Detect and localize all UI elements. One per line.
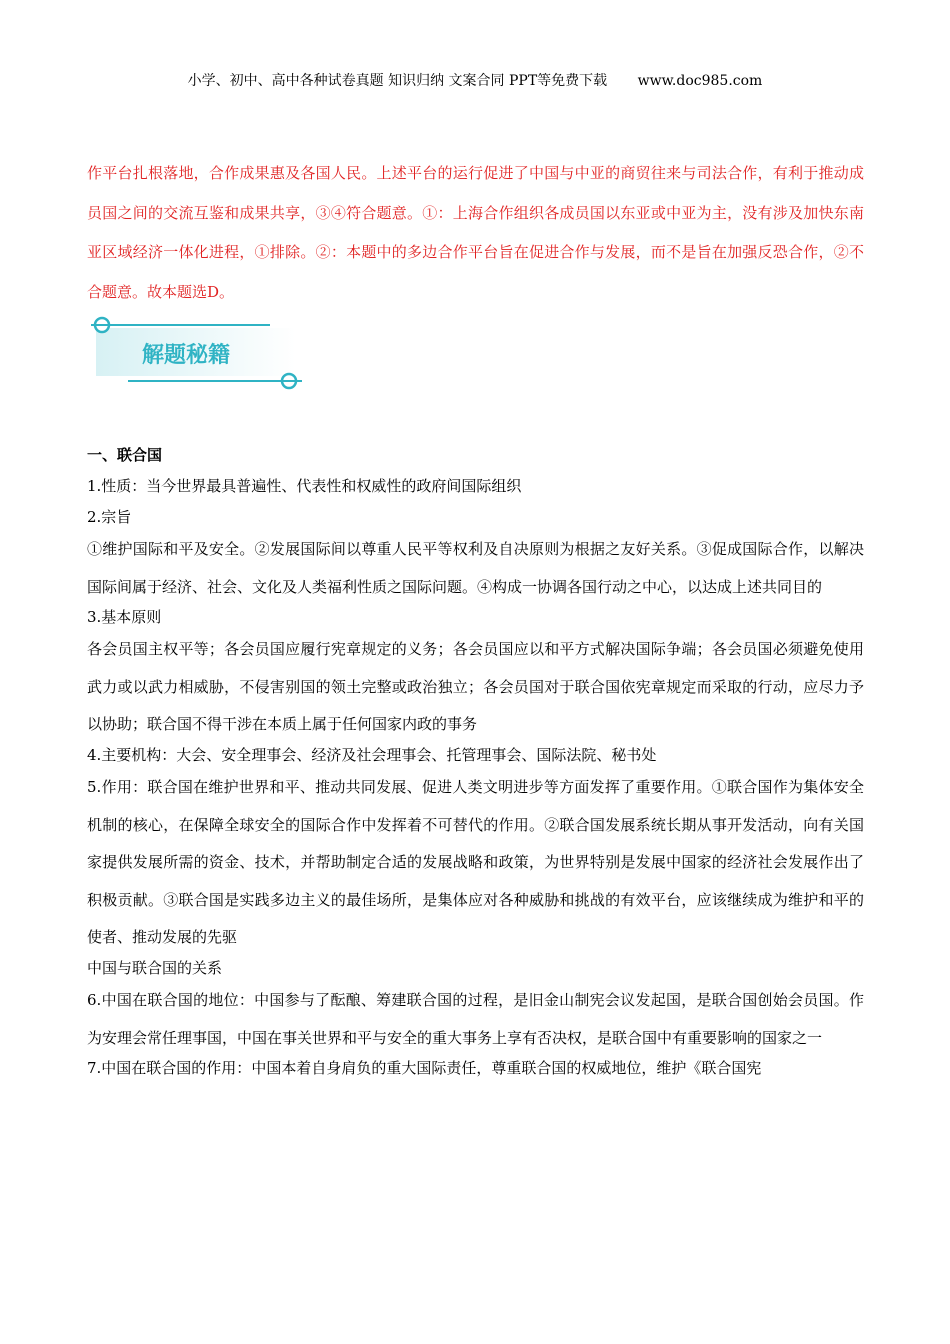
item-principles-title: 3.基本原则 (87, 608, 162, 627)
relation-title: 中国与联合国的关系 (87, 958, 223, 977)
header-text: 小学、初中、高中各种试卷真题 知识归纳 文案合同 PPT等免费下载 (187, 73, 608, 89)
page-header (0, 70, 950, 90)
item-purpose-text: ①维护国际和平及安全。②发展国际间以尊重人民平等权利及自决原则为根据之友好关系。③促成国际合作，以解决国际间属于经济、社会、文化及人类福利性质之国际问题。④构成一协调各国行动之中心，以达成上述共同目的 (87, 540, 864, 596)
tips-badge (88, 310, 310, 396)
item-organs: 4.主要机构：大会、安全理事会、经济及社会理事会、托管理事会、国际法院、秘书处 (87, 745, 657, 764)
section-title: 一、联合国 (87, 446, 163, 464)
item-nature: 1.性质：当今世界最具普遍性、代表性和权威性的政府间国际组织 (87, 477, 522, 495)
badge-label: 解题秘籍 (141, 343, 231, 368)
header-url[interactable]: www.doc985.com (637, 73, 763, 89)
item-principles-text: 各会员国主权平等；各会员国应履行宪章规定的义务；各会员国应以和平方式解决国际争端；各会员国必须避免使用武力或以武力相威胁，不侵害别国的领土完整或政治独立；各会员国对于联合国依宪章规定而采取的行动，应尽力予以协助；联合国不得干涉在本质上属于任何国家内政的事务 (87, 640, 864, 734)
item-purpose-title: 2.宗旨 (87, 508, 132, 526)
answer-paragraph: 作平台扎根落地，合作成果惠及各国人民。上述平台的运行促进了中国与中亚的商贸往来与司法合作，有利于推动成员国之间的交流互鉴和成果共享，③④符合题意。①：上海合作组织各成员国以东亚或中亚为主，没有涉及加快东南亚区域经济一体化进程，①排除。②：本题中的多边合作平台旨在促进合作与发展，而不是旨在加强反恐合作，②不合题意。故本题选D。 (87, 164, 864, 301)
item-status: 6.中国在联合国的地位：中国参与了酝酿、筹建联合国的过程，是旧金山制宪会议发起国，是联合国创始会员国。作为安理会常任理事国，中国在事关世界和平与安全的重大事务上享有否决权，是联合国中有重要影响的国家之一 (87, 990, 864, 1047)
answer-analysis (87, 154, 864, 312)
item-role: 5.作用：联合国在维护世界和平、推动共同发展、促进人类文明进步等方面发挥了重要作用。①联合国作为集体安全机制的核心，在保障全球安全的国际合作中发挥着不可替代的作用。②联合国发展系统长期从事开发活动，向有关国家提供发展所需的资金、技术，并帮助制定合适的发展战略和政策，为世界特别是发展中国家的经济社会发展作出了积极贡献。③联合国是实践多边主义的最佳场所，是集体应对各种威胁和挑战的有效平台，应该继续成为维护和平的使者、推动发展的先驱 (87, 777, 864, 947)
badge-graphic (88, 310, 310, 396)
item-china-role: 7.中国在联合国的作用：中国本着自身肩负的重大国际责任，尊重联合国的权威地位，维护《联合国宪 (87, 1059, 762, 1078)
un-section (87, 440, 864, 1084)
